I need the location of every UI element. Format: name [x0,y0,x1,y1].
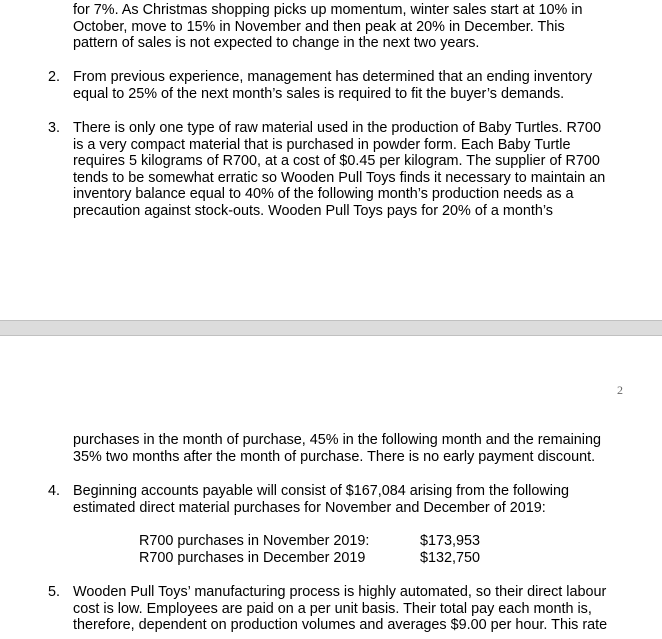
text-line: inventory balance equal to 40% of the following month’s production needs as a [73,186,574,203]
text-line: purchases in the month of purchase, 45% in the following month and the remaining [73,432,601,448]
text-line: cost is low. Employees are paid on a per unit basis. Their total pay each month is, [73,600,592,617]
list-number-2: 2. [48,69,61,85]
text-line: estimated direct material purchases for November and December of 2019: [73,499,546,516]
continued-paragraph [73,432,633,465]
table-row [139,533,539,550]
text-line: is a very compact material that is purchased in powder form. Each Baby Turtle [73,136,571,153]
list-item-5-text [73,584,633,634]
text-line: Wooden Pull Toys’ manufacturing process is highly automated, so their direct labour [73,584,607,600]
text-line: precaution against stock-outs. Wooden Pull Toys pays for 20% of a month’s [73,202,553,219]
table-cell-amount: $173,953 [420,533,481,549]
text-line: There is only one type of raw material used in the production of Baby Turtles. R700 [73,120,601,136]
page-separator [0,320,662,336]
list-number-3: 3. [48,120,61,136]
table-cell-label: R700 purchases in December 2019 [139,549,366,566]
text-line: From previous experience, management has determined that an ending inventory [73,69,593,85]
document-page-2 [0,336,662,639]
list-item-4-text [73,483,633,516]
text-line: Beginning accounts payable will consist of $167,084 arising from the following [73,483,569,499]
text-line: 35% two months after the month of purchase. There is no early payment discount. [73,448,596,465]
intro-paragraph [73,2,633,52]
text-line: therefore, dependent on production volumes and averages $9.00 per hour. This rate [73,617,608,634]
text-line: for 7%. As Christmas shopping picks up momentum, winter sales start at 10% in [73,2,583,18]
text-line: equal to 25% of the next month’s sales is required to fit the buyer’s demands. [73,85,565,102]
page-number: 2 [617,383,623,397]
text-line: requires 5 kilograms of R700, at a cost of $0.45 per kilogram. The supplier of R700 [73,153,600,170]
text-line: October, move to 15% in November and then peak at 20% in December. This [73,18,565,35]
table-cell-label: R700 purchases in November 2019: [139,533,370,549]
text-line: tends to be somewhat erratic so Wooden Pull Toys finds it necessary to maintain an [73,169,606,186]
table-cell-amount: $132,750 [420,549,481,566]
table-row [139,550,539,567]
purchases-table [139,533,539,566]
text-line: pattern of sales is not expected to change in the next two years. [73,35,480,52]
list-number-5: 5. [48,584,61,600]
list-number-4: 4. [48,483,61,499]
list-item-2-text [73,69,633,102]
list-item-3-text [73,120,633,220]
